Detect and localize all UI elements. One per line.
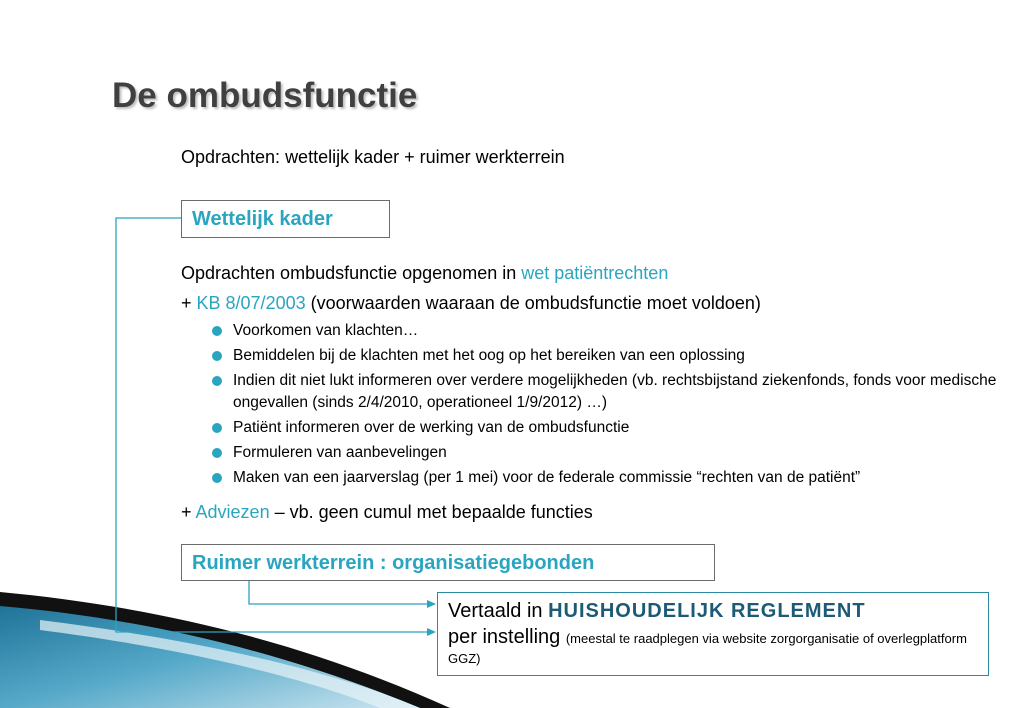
bullet-text: Patiënt informeren over de werking van de ombudsfunctie: [233, 419, 630, 436]
result-caps: HUISHOUDELIJK REGLEMENT: [548, 600, 866, 622]
bullet-dot-icon: [212, 473, 222, 483]
kb-description: (voorwaarden waaraan de ombudsfunctie moet voldoen): [305, 293, 761, 313]
slide-title: De ombudsfunctie: [112, 76, 418, 115]
adviezen-link[interactable]: Adviezen: [195, 502, 270, 522]
bullet-dot-icon: [212, 351, 222, 361]
bullet-item: [209, 467, 999, 489]
result-prefix: Vertaald in: [448, 600, 549, 622]
adviezen-description: – vb. geen cumul met bepaalde functies: [269, 502, 593, 522]
result-note: (meestal te raadplegen via website zorgorganisatie of overlegplatform GGZ): [448, 631, 967, 666]
bullet-item: [209, 417, 999, 439]
ruimer-werkterrein-label: Ruimer werkterrein : organisatiegebonden: [181, 544, 715, 581]
slide-subtitle: Opdrachten: wettelijk kader + ruimer werkterrein: [181, 147, 565, 167]
task-bullet-list: [209, 320, 999, 492]
result-per-instelling: per instelling: [448, 626, 566, 648]
result-line-1: [448, 598, 978, 624]
bullet-dot-icon: [212, 326, 222, 336]
bullet-item: [209, 370, 999, 414]
kb-line: [181, 293, 761, 314]
bullet-text: Formuleren van aanbevelingen: [233, 444, 447, 461]
kb-link[interactable]: KB 8/07/2003: [196, 293, 306, 313]
wet-patientrechten-link[interactable]: wet patiëntrechten: [521, 263, 669, 283]
bullet-text: Bemiddelen bij de klachten met het oog op het bereiken van een oplossing: [233, 347, 745, 364]
bullet-text: Voorkomen van klachten…: [233, 322, 419, 339]
bullet-dot-icon: [212, 376, 222, 386]
huishoudelijk-reglement-box: [437, 592, 989, 676]
bullet-item: [209, 345, 999, 367]
bullet-dot-icon: [212, 448, 222, 458]
plus-sign: +: [181, 502, 196, 522]
opdrachten-text: Opdrachten ombudsfunctie opgenomen in: [181, 263, 522, 283]
bullet-dot-icon: [212, 423, 222, 433]
bullet-item: [209, 442, 999, 464]
result-line-2: [448, 624, 978, 668]
connector-ruimer: [249, 581, 436, 608]
opdrachten-line: [181, 263, 668, 284]
plus-sign: +: [181, 293, 197, 313]
bullet-text: Indien dit niet lukt informeren over verdere mogelijkheden (vb. rechtsbijstand ziekenfonds, fonds voor medische ongevallen (sinds 2/4/2010, operationeel 1/9/2012) …): [233, 372, 997, 411]
bullet-text: Maken van een jaarverslag (per 1 mei) voor de federale commissie “rechten van de patiënt”: [233, 469, 861, 486]
bullet-item: [209, 320, 999, 342]
adviezen-line: [181, 502, 593, 523]
wettelijk-kader-label: Wettelijk kader: [181, 200, 390, 238]
